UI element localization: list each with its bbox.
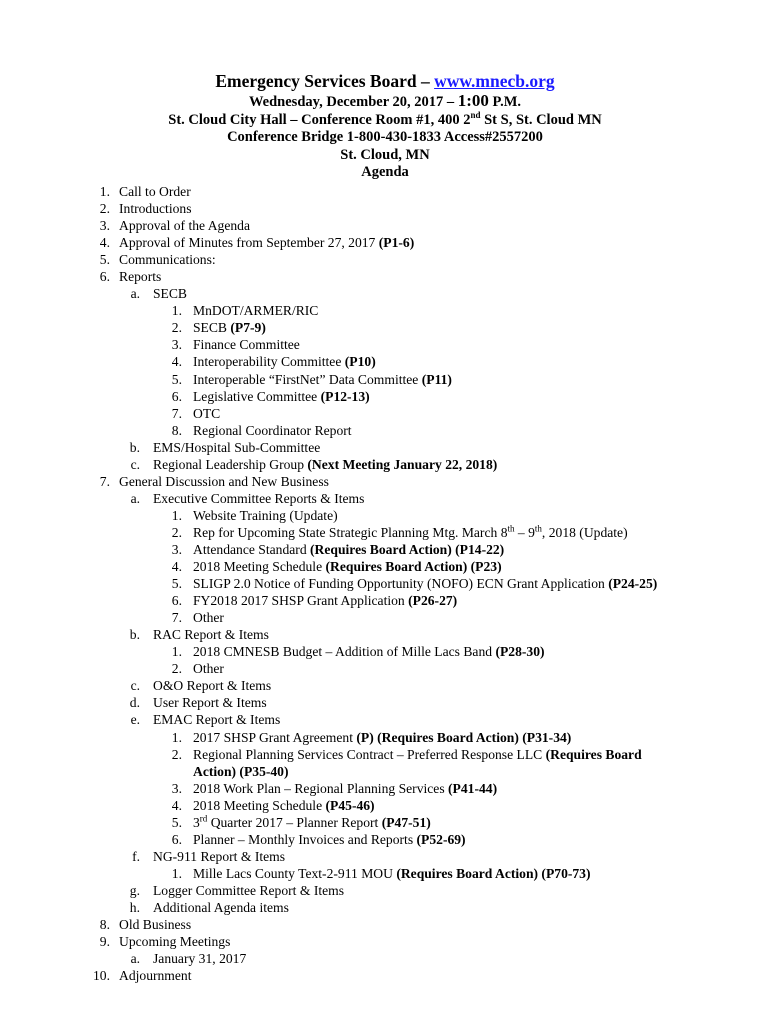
page-reference: (P12-13) [320, 388, 370, 404]
item-text: Adjournment [119, 968, 192, 984]
item-number: 7. [171, 405, 182, 421]
item-label: Quarter 2017 – Planner Report [207, 814, 382, 830]
item-text: EMS/Hospital Sub-Committee [153, 439, 321, 455]
item-letter: e. [130, 712, 140, 728]
item-text [0, 558, 770, 575]
item-number: 1. [171, 729, 182, 745]
item-label: FY2018 2017 SHSP Grant Application [193, 593, 409, 609]
page-reference: (P41-44) [448, 780, 498, 796]
agenda-subitem [0, 882, 770, 899]
item-text [0, 319, 770, 336]
agenda-subitem [0, 456, 770, 473]
item-text: SECB [153, 286, 187, 302]
item-number: 5. [171, 814, 182, 830]
item-text: Executive Committee Reports & Items [153, 490, 365, 506]
item-number: 7. [171, 610, 182, 626]
agenda-item [0, 967, 770, 984]
website-link[interactable]: www.mnecb.org [434, 71, 555, 91]
item-number: 2. [171, 320, 182, 336]
item-text: Approval of the Agenda [119, 218, 250, 234]
item-number: 6. [171, 388, 182, 404]
item-label: , 2018 (Update) [541, 524, 628, 540]
document-header [0, 70, 770, 182]
item-letter: c. [130, 678, 140, 694]
item-letter: g. [129, 882, 140, 898]
item-number: 2. [171, 524, 182, 540]
item-label: Interoperability Committee [193, 354, 345, 370]
item-text: Website Training (Update) [193, 507, 338, 523]
item-text: EMAC Report & Items [153, 712, 281, 728]
meeting-time: 1:00 [457, 91, 489, 110]
item-number: 1. [171, 644, 182, 660]
item-label: Legislative Committee [193, 388, 321, 404]
page-reference: (Next Meeting January 22, 2018) [307, 456, 498, 472]
document-title [0, 70, 770, 92]
page-reference: (P45-46) [325, 797, 375, 813]
ordinal-sup: th [534, 523, 542, 534]
item-text [0, 814, 770, 831]
item-letter: a. [130, 286, 140, 302]
item-text [0, 388, 770, 405]
item-label: SECB [193, 320, 231, 336]
conference-bridge: Conference Bridge 1-800-430-1833 Access#2557200 [227, 129, 543, 146]
agenda-subsubitem [0, 541, 770, 558]
item-text [0, 780, 770, 797]
item-number: 2. [171, 661, 182, 677]
item-letter: b. [129, 439, 140, 455]
item-number: 1. [99, 184, 110, 199]
item-number: 2. [99, 201, 110, 217]
ordinal-sup: th [507, 523, 515, 534]
page-reference: (P28-30) [495, 644, 545, 660]
item-number: 6. [171, 831, 182, 847]
agenda-item [0, 268, 770, 285]
item-text [0, 371, 770, 388]
meeting-city: St. Cloud, MN [340, 146, 430, 163]
agenda-subitem [0, 899, 770, 916]
item-number: 3. [99, 218, 110, 234]
page-reference: (P26-27) [408, 593, 458, 609]
agenda-subitem [0, 694, 770, 711]
agenda-subsubitem [0, 302, 770, 319]
item-number: 4. [171, 354, 182, 370]
agenda-subsubitem [0, 797, 770, 814]
item-label: 2018 Meeting Schedule [193, 559, 326, 575]
item-text: Other [193, 661, 224, 677]
agenda-subsubitem [0, 729, 770, 746]
agenda-item [0, 200, 770, 217]
agenda-subitem [0, 848, 770, 865]
agenda-continuation [0, 763, 770, 780]
agenda-subsubitem [0, 592, 770, 609]
agenda-item [0, 933, 770, 950]
item-number: 8. [99, 917, 110, 933]
item-text [0, 234, 770, 251]
item-text: Upcoming Meetings [119, 934, 231, 950]
agenda-subsubitem [0, 353, 770, 370]
item-text [0, 353, 770, 370]
item-text: Call to Order [119, 184, 191, 199]
item-number: 6. [99, 269, 110, 285]
item-label: 2017 SHSP Grant Agreement [193, 729, 357, 745]
page-reference: (Requires Board Action) (P14-22) [310, 541, 505, 557]
item-text: RAC Report & Items [153, 627, 269, 643]
item-text: NG-911 Report & Items [153, 848, 286, 864]
item-text [0, 831, 770, 848]
agenda-subsubitem [0, 643, 770, 660]
item-text: O&O Report & Items [153, 678, 272, 694]
agenda-subsubitem [0, 746, 770, 763]
item-text [0, 797, 770, 814]
item-number: 6. [171, 593, 182, 609]
item-text: User Report & Items [153, 695, 267, 711]
item-number: 7. [99, 473, 110, 489]
item-text [0, 865, 770, 882]
page-reference: (P10) [344, 354, 376, 370]
item-text: Finance Committee [193, 337, 300, 353]
item-text [0, 575, 770, 592]
time-suffix: P.M. [488, 94, 522, 110]
agenda-subsubitem [0, 319, 770, 336]
page-reference: (P24-25) [608, 576, 658, 592]
agenda-subsubitem [0, 558, 770, 575]
agenda-label: Agenda [361, 164, 409, 181]
page-reference: (Requires Board Action) (P70-73) [396, 865, 591, 881]
agenda-item [0, 217, 770, 234]
item-text [0, 524, 770, 541]
agenda-subsubitem [0, 422, 770, 439]
agenda-subsubitem [0, 660, 770, 677]
item-number: 5. [171, 371, 182, 387]
item-text [0, 643, 770, 660]
item-label: 2018 Work Plan – Regional Planning Services [193, 780, 449, 796]
page-reference: (P11) [421, 371, 452, 387]
item-number: 4. [99, 235, 110, 251]
page-reference: (Requires Board Action) (P23) [325, 559, 502, 575]
item-text [0, 729, 770, 746]
agenda-subsubitem [0, 371, 770, 388]
agenda-subsubitem [0, 336, 770, 353]
agenda-subsubitem [0, 388, 770, 405]
agenda-subitem [0, 439, 770, 456]
agenda-subitem [0, 677, 770, 694]
agenda-subsubitem [0, 405, 770, 422]
item-number: 1. [171, 303, 182, 319]
agenda-item [0, 251, 770, 268]
item-letter: c. [130, 456, 140, 472]
item-number: 3. [171, 780, 182, 796]
item-text: Additional Agenda items [153, 899, 289, 915]
item-number: 1. [171, 507, 182, 523]
item-text: Other [193, 610, 224, 626]
location-text: St. Cloud City Hall – Conference Room #1, 400 2 [168, 111, 471, 128]
page-reference: Action) (P35-40) [193, 763, 289, 779]
item-number: 3. [171, 337, 182, 353]
agenda-item [0, 183, 770, 200]
date-text: Wednesday, December 20, 2017 – [248, 94, 458, 110]
item-text: Communications: [119, 252, 216, 268]
item-number: 10. [93, 968, 110, 984]
item-number: 4. [171, 559, 182, 575]
item-label: Approval of Minutes from September 27, 2017 [119, 235, 379, 251]
item-letter: b. [129, 627, 140, 643]
item-label: Attendance Standard [193, 541, 311, 557]
agenda-item [0, 916, 770, 933]
item-text [0, 541, 770, 558]
agenda-subsubitem [0, 575, 770, 592]
item-label: 2018 Meeting Schedule [193, 797, 326, 813]
agenda-item [0, 234, 770, 251]
page-reference: (Requires Board [545, 746, 642, 762]
item-text: OTC [193, 405, 221, 421]
agenda-subsubitem [0, 609, 770, 626]
page-reference: (P7-9) [230, 320, 266, 336]
agenda-item [0, 473, 770, 490]
agenda-subsubitem [0, 780, 770, 797]
agenda-subsubitem [0, 865, 770, 882]
meeting-location [0, 109, 770, 130]
meeting-date [0, 92, 770, 112]
item-text: Introductions [119, 201, 192, 217]
item-letter: a. [130, 490, 140, 506]
item-number: 9. [99, 934, 110, 950]
page-reference: (P1-6) [378, 235, 415, 251]
item-text: MnDOT/ARMER/RIC [193, 303, 319, 319]
item-number: 2. [171, 746, 182, 762]
agenda-subitem [0, 950, 770, 967]
item-text: Logger Committee Report & Items [153, 882, 345, 898]
title-text: Emergency Services Board – [215, 71, 435, 91]
agenda-subitem [0, 490, 770, 507]
item-label: – 9 [514, 524, 535, 540]
item-text: January 31, 2017 [153, 951, 247, 967]
page-reference: (P52-69) [416, 831, 466, 847]
page-reference: (P47-51) [381, 814, 431, 830]
item-number: 5. [99, 252, 110, 268]
agenda-subsubitem [0, 524, 770, 541]
item-number: 8. [171, 422, 182, 438]
item-label: Rep for Upcoming State Strategic Planning Mtg. March 8 [193, 524, 508, 540]
item-number: 4. [171, 797, 182, 813]
agenda-subsubitem [0, 507, 770, 524]
location-text-end: St S, St. Cloud MN [480, 111, 602, 128]
item-letter: a. [130, 951, 140, 967]
item-text [0, 592, 770, 609]
item-text: Regional Coordinator Report [193, 422, 352, 438]
location-sup: nd [470, 109, 481, 120]
agenda-subsubitem [0, 814, 770, 831]
agenda-subitem [0, 626, 770, 643]
agenda-subsubitem [0, 831, 770, 848]
item-label: Mille Lacs County Text-2-911 MOU [193, 865, 397, 881]
item-letter: h. [129, 899, 140, 915]
item-text [0, 746, 770, 763]
item-label: Regional Planning Services Contract – Preferred Response LLC [193, 746, 546, 762]
item-number: 1. [171, 865, 182, 881]
item-number: 3. [171, 541, 182, 557]
item-number: 5. [171, 576, 182, 592]
item-text: General Discussion and New Business [119, 473, 329, 489]
item-label: SLIGP 2.0 Notice of Funding Opportunity (NOFO) ECN Grant Application [193, 576, 609, 592]
agenda-subitem [0, 285, 770, 302]
item-letter: f. [132, 848, 140, 864]
page-reference: (P) (Requires Board Action) (P31-34) [356, 729, 572, 745]
ordinal-sup: rd [199, 813, 208, 824]
item-label: Interoperable “FirstNet” Data Committee [193, 371, 422, 387]
agenda-subitem [0, 711, 770, 728]
item-label: 3 [193, 814, 200, 830]
item-label: 2018 CMNESB Budget – Addition of Mille Lacs Band [193, 644, 496, 660]
item-label: Planner – Monthly Invoices and Reports [193, 831, 417, 847]
item-label: Regional Leadership Group [153, 456, 308, 472]
item-letter: d. [129, 695, 140, 711]
agenda-list [0, 183, 770, 984]
item-text: Old Business [119, 917, 192, 933]
item-text: Reports [119, 269, 162, 285]
